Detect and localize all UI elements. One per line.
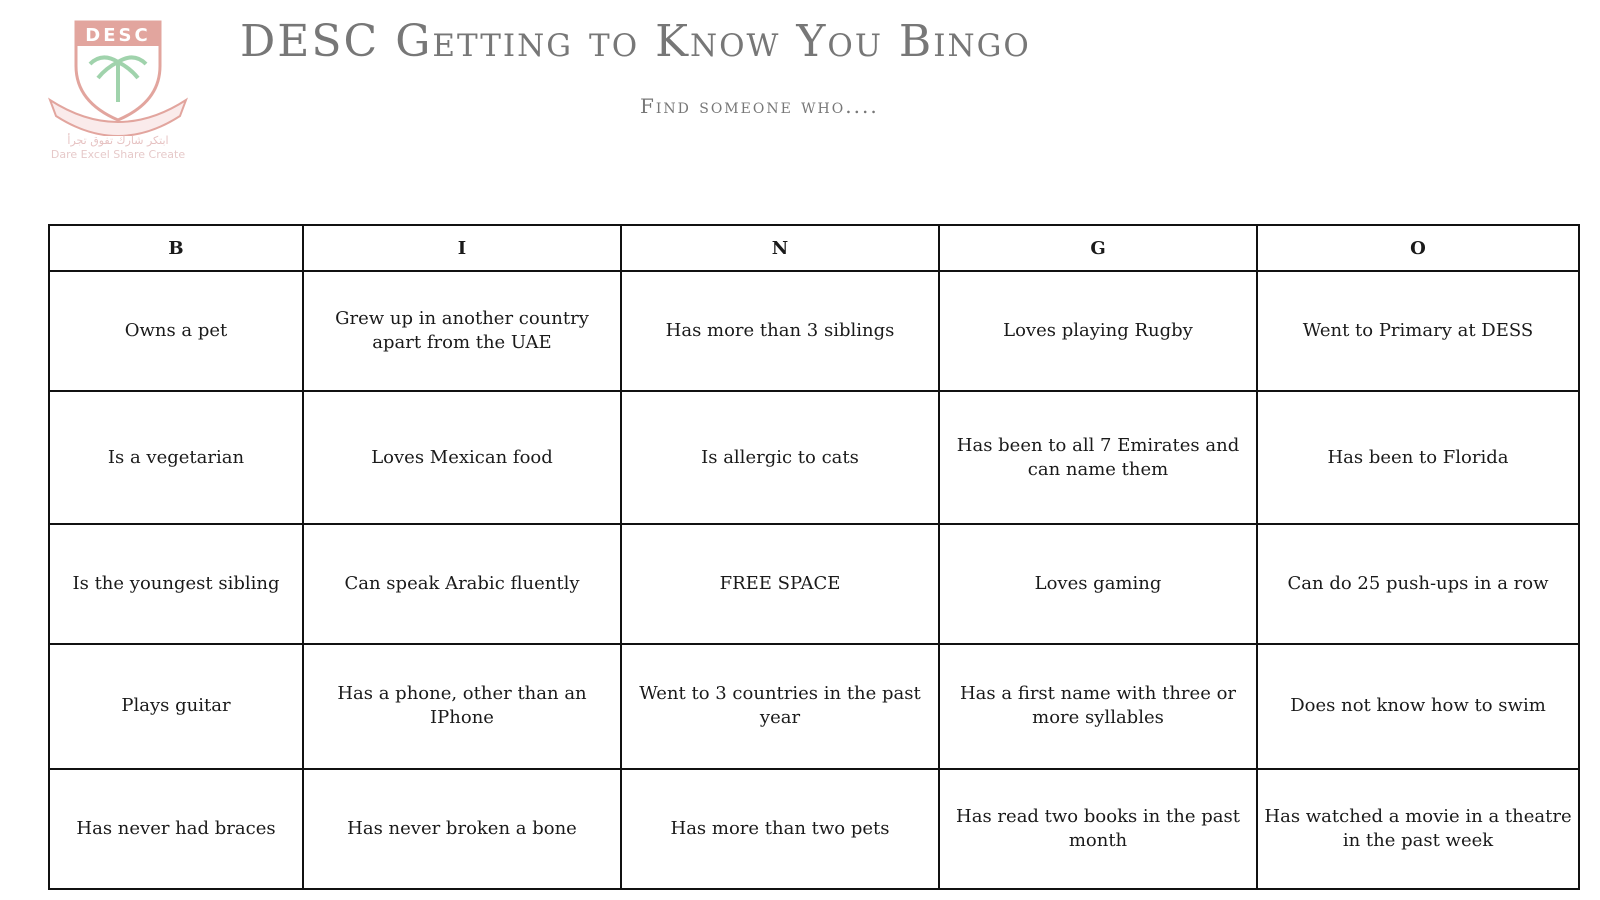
bingo-cell: Has been to all 7 Emirates and can name them xyxy=(939,391,1257,523)
bingo-cell: Loves playing Rugby xyxy=(939,271,1257,391)
bingo-row xyxy=(49,391,1579,523)
bingo-row xyxy=(49,644,1579,768)
logo-arabic-tagline: ابتكر شارك تفوق تجرأ xyxy=(67,134,169,147)
bingo-cell: Has read two books in the past month xyxy=(939,769,1257,889)
bingo-row xyxy=(49,769,1579,889)
bingo-cell: Has more than 3 siblings xyxy=(621,271,939,391)
logo-tagline: Dare Excel Share Create xyxy=(50,148,186,161)
desc-logo xyxy=(28,16,208,166)
bingo-row xyxy=(49,524,1579,644)
bingo-cell: Is a vegetarian xyxy=(49,391,303,523)
bingo-cell: Went to Primary at DESS xyxy=(1257,271,1579,391)
bingo-cell: Can speak Arabic fluently xyxy=(303,524,621,644)
bingo-header-row xyxy=(49,225,1579,271)
column-header-b: B xyxy=(49,225,303,271)
bingo-cell: Is allergic to cats xyxy=(621,391,939,523)
column-header-n: N xyxy=(621,225,939,271)
column-header-g: G xyxy=(939,225,1257,271)
bingo-cell: Is the youngest sibling xyxy=(49,524,303,644)
bingo-cell: Owns a pet xyxy=(49,271,303,391)
bingo-cell: Loves gaming xyxy=(939,524,1257,644)
bingo-cell: Has a first name with three or more syllables xyxy=(939,644,1257,768)
bingo-row xyxy=(49,271,1579,391)
logo-initials: DESC xyxy=(85,25,151,46)
column-header-o: O xyxy=(1257,225,1579,271)
bingo-card xyxy=(48,224,1580,890)
page-title: DESC Getting to Know You Bingo xyxy=(240,16,1031,67)
bingo-cell: Has watched a movie in a theatre in the past week xyxy=(1257,769,1579,889)
bingo-cell: Has never broken a bone xyxy=(303,769,621,889)
bingo-cell: Went to 3 countries in the past year xyxy=(621,644,939,768)
bingo-cell: Does not know how to swim xyxy=(1257,644,1579,768)
bingo-cell: Grew up in another country apart from the UAE xyxy=(303,271,621,391)
column-header-i: I xyxy=(303,225,621,271)
bingo-cell: Loves Mexican food xyxy=(303,391,621,523)
bingo-cell: Has been to Florida xyxy=(1257,391,1579,523)
free-space-cell: FREE SPACE xyxy=(621,524,939,644)
page-subtitle: Find someone who.... xyxy=(640,94,879,118)
desc-crest-icon xyxy=(28,16,208,136)
bingo-cell: Can do 25 push-ups in a row xyxy=(1257,524,1579,644)
bingo-cell: Has never had braces xyxy=(49,769,303,889)
bingo-cell: Has a phone, other than an IPhone xyxy=(303,644,621,768)
bingo-cell: Plays guitar xyxy=(49,644,303,768)
bingo-cell: Has more than two pets xyxy=(621,769,939,889)
